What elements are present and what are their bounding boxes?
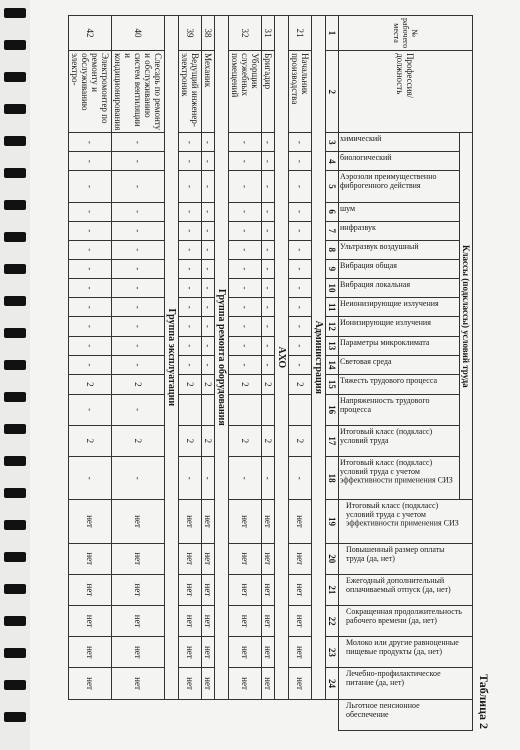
row-number: 42 <box>69 16 112 51</box>
table-cell: - <box>229 152 262 171</box>
binding-ring <box>4 616 26 626</box>
header-factor: Льготное пенсионное обеспечение <box>346 700 421 719</box>
binding-ring <box>4 168 26 178</box>
table-cell: 2 <box>202 425 215 456</box>
table-cell: нет <box>289 668 312 699</box>
table-cell: - <box>289 221 312 240</box>
table-cell: - <box>202 298 215 317</box>
table-body <box>69 16 339 731</box>
table-row <box>202 16 215 731</box>
column-number: 21 <box>326 574 339 605</box>
column-number: 9 <box>326 259 339 278</box>
table-cell: нет <box>179 668 202 699</box>
table-cell: нет <box>289 543 312 574</box>
binding-ring <box>4 456 26 466</box>
header-factor: Повышенный размер оплаты труда (да, нет) <box>346 544 446 563</box>
header-profession: Профессия/ должность <box>339 51 473 133</box>
table-cell: нет <box>69 543 112 574</box>
table-row <box>112 16 165 731</box>
table-cell: - <box>69 259 112 278</box>
table-cell: 2 <box>69 425 112 456</box>
table-cell: 2 <box>229 375 262 394</box>
table-cell: - <box>262 317 275 336</box>
table-cell: - <box>262 221 275 240</box>
column-number: 12 <box>326 317 339 336</box>
table-cell: 2 <box>202 375 215 394</box>
binding-ring <box>4 552 26 562</box>
table-cell: нет <box>69 574 112 605</box>
table-cell: - <box>229 133 262 152</box>
table-cell: - <box>262 298 275 317</box>
table-cell: - <box>112 171 165 202</box>
table-cell: 2 <box>262 425 275 456</box>
row-profession: Уборщик служебных помещений <box>229 51 262 133</box>
header-factor: Ионизирующие излучения <box>340 318 431 328</box>
header-factor: Ультразвук воздушный <box>340 241 419 251</box>
table-cell: 2 <box>289 375 312 394</box>
table-cell: нет <box>202 574 215 605</box>
table-cell: - <box>112 298 165 317</box>
table-cell: нет <box>262 500 275 543</box>
document-page <box>34 0 520 750</box>
table-cell: нет <box>179 543 202 574</box>
table-cell: 2 <box>112 425 165 456</box>
table-cell: - <box>262 259 275 278</box>
column-number: 14 <box>326 355 339 374</box>
table-caption: Таблица 2 <box>477 674 491 729</box>
table-cell: нет <box>112 668 165 699</box>
column-number: 6 <box>326 202 339 221</box>
table-cell: 2 <box>112 375 165 394</box>
table-cell: - <box>112 152 165 171</box>
table-cell: - <box>112 317 165 336</box>
table-cell: - <box>112 133 165 152</box>
row-number: 39 <box>179 16 202 51</box>
table-cell: нет <box>289 637 312 668</box>
table-cell: 2 <box>179 425 202 456</box>
row-profession: Слесарь по ремонту и обслуживанию систем вентиляции и кондиционирования <box>112 51 165 133</box>
header-factor: Световая среда <box>340 356 392 366</box>
section-title: Группа ремонта оборудования <box>215 16 229 700</box>
binding-ring <box>4 328 26 338</box>
row-profession: Ведущий инженер-электроник <box>179 51 202 133</box>
header-factor: Вибрация общая <box>340 260 397 270</box>
rotated-page-content <box>63 15 491 735</box>
table-cell: - <box>202 152 215 171</box>
binding-ring <box>4 392 26 402</box>
table-cell: - <box>179 298 202 317</box>
table-cell: - <box>69 317 112 336</box>
table-cell: - <box>202 221 215 240</box>
table-cell: - <box>179 355 202 374</box>
table-cell: нет <box>202 668 215 699</box>
table-cell: - <box>289 240 312 259</box>
table-cell: - <box>262 240 275 259</box>
table-cell: - <box>202 259 215 278</box>
table-cell: - <box>179 240 202 259</box>
table-cell <box>179 394 202 425</box>
section-row <box>165 16 179 731</box>
table-row <box>179 16 202 731</box>
binding-ring <box>4 8 26 18</box>
header-factor: шум <box>340 203 356 213</box>
table-cell: - <box>69 240 112 259</box>
binding-ring <box>4 40 26 50</box>
column-number: 8 <box>326 240 339 259</box>
section-row <box>275 16 289 731</box>
table-cell: нет <box>112 606 165 637</box>
binding-ring <box>4 712 26 722</box>
table-cell: - <box>229 456 262 499</box>
binding-ring <box>4 296 26 306</box>
column-number: 10 <box>326 278 339 297</box>
table-cell: - <box>229 202 262 221</box>
table-cell: нет <box>202 606 215 637</box>
binding-ring <box>4 520 26 530</box>
section-title: АХО <box>275 16 289 700</box>
header-factor: Неионизирующие излучения <box>340 299 439 309</box>
header-factor: биологический <box>340 153 392 163</box>
header-factor: Итоговый класс (подкласс) условий труда с учетом эффективности применения СИЗ <box>340 457 453 485</box>
header-factor: химический <box>340 134 382 144</box>
table-cell: 2 <box>229 425 262 456</box>
table-cell: нет <box>69 668 112 699</box>
table-cell: - <box>69 394 112 425</box>
table-cell: - <box>112 355 165 374</box>
table-row <box>289 16 312 731</box>
table-cell: нет <box>289 500 312 543</box>
table-cell: - <box>202 355 215 374</box>
binding-ring <box>4 136 26 146</box>
table-cell: - <box>179 336 202 355</box>
binding-ring <box>4 424 26 434</box>
binding-ring <box>4 488 26 498</box>
binding-ring <box>4 200 26 210</box>
table-cell: - <box>202 171 215 202</box>
table-cell: - <box>69 133 112 152</box>
table-cell: - <box>69 152 112 171</box>
table-cell: - <box>289 202 312 221</box>
table-cell: - <box>69 171 112 202</box>
table-cell: - <box>179 456 202 499</box>
table-cell: нет <box>179 500 202 543</box>
table-cell: - <box>202 317 215 336</box>
table-cell <box>289 394 312 425</box>
table-cell: нет <box>112 637 165 668</box>
row-profession: Бригадир <box>262 51 275 133</box>
row-profession: Электромонтер по ремонту и обслуживанию электро- <box>69 51 112 133</box>
table-row <box>229 16 262 731</box>
column-number: 11 <box>326 298 339 317</box>
table-cell: - <box>112 202 165 221</box>
binding-ring <box>4 72 26 82</box>
table-cell: - <box>262 355 275 374</box>
column-number: 7 <box>326 221 339 240</box>
section-title: Администрация <box>312 16 326 700</box>
table-cell: - <box>179 152 202 171</box>
binding-ring <box>4 360 26 370</box>
column-number: 18 <box>326 456 339 499</box>
table-cell: - <box>179 278 202 297</box>
table-cell: - <box>179 259 202 278</box>
header-factor: Напряженность трудового процесса <box>340 395 430 414</box>
column-number: 19 <box>326 500 339 543</box>
binding-ring <box>4 584 26 594</box>
table-row <box>69 16 112 731</box>
header-factor: Тяжесть трудового процесса <box>340 376 438 386</box>
table-row <box>262 16 275 731</box>
column-number-row <box>326 16 339 731</box>
row-number: 31 <box>262 16 275 51</box>
table-cell: - <box>262 133 275 152</box>
binding-ring <box>4 648 26 658</box>
column-number: 22 <box>326 606 339 637</box>
binding-ring <box>4 264 26 274</box>
header-factor: Вибрация локальная <box>340 279 411 289</box>
column-number: 17 <box>326 425 339 456</box>
table-cell: - <box>202 240 215 259</box>
row-number: 21 <box>289 16 312 51</box>
header-factor: Лечебно-профилактическое питание (да, нет) <box>346 669 442 688</box>
table-cell: нет <box>179 574 202 605</box>
table-cell: - <box>262 278 275 297</box>
table-cell: 2 <box>179 375 202 394</box>
header-factor: Параметры микроклимата <box>340 337 430 347</box>
table-cell: 2 <box>69 375 112 394</box>
table-cell: - <box>202 336 215 355</box>
binding-ring <box>4 680 26 690</box>
header-factor: инфразвук <box>340 222 376 232</box>
column-number: 16 <box>326 394 339 425</box>
table-cell: - <box>229 171 262 202</box>
table-cell: - <box>179 202 202 221</box>
table-cell: нет <box>202 637 215 668</box>
table-cell <box>229 394 262 425</box>
table-cell: - <box>179 317 202 336</box>
table-cell: нет <box>262 668 275 699</box>
header-workplace-no: № рабочего места <box>339 16 473 51</box>
table-cell: - <box>289 355 312 374</box>
row-profession: Механик <box>202 51 215 133</box>
table-cell: - <box>289 317 312 336</box>
table-cell: - <box>289 456 312 499</box>
header-factor: Ежегодный дополнительный оплачиваемый отпуск (да, нет) <box>346 575 452 594</box>
table-cell: нет <box>202 543 215 574</box>
table-cell: нет <box>229 574 262 605</box>
table-cell: - <box>229 355 262 374</box>
table-cell: нет <box>289 574 312 605</box>
table-cell: - <box>289 259 312 278</box>
table-cell: - <box>289 278 312 297</box>
table-cell: - <box>112 221 165 240</box>
working-conditions-table <box>68 15 473 731</box>
table-cell: нет <box>179 606 202 637</box>
table-cell: нет <box>229 637 262 668</box>
header-factor: Молоко или другие равноценные пищевые продукты (да, нет) <box>346 638 460 657</box>
table-cell: нет <box>112 543 165 574</box>
table-cell: - <box>289 133 312 152</box>
table-cell: нет <box>69 637 112 668</box>
table-cell: нет <box>179 637 202 668</box>
table-cell: - <box>112 278 165 297</box>
column-number: 15 <box>326 375 339 394</box>
binding-ring <box>4 232 26 242</box>
table-cell: нет <box>262 543 275 574</box>
row-profession: Начальник производства <box>289 51 312 133</box>
section-title: Группа эксплуатации <box>165 16 179 700</box>
table-cell: - <box>69 336 112 355</box>
header-factor: Итоговый класс (подкласс) условий труда с учетом эффективности применения СИЗ <box>346 501 460 528</box>
row-number: 40 <box>112 16 165 51</box>
table-cell: нет <box>69 606 112 637</box>
table-cell: - <box>229 278 262 297</box>
table-cell: нет <box>229 606 262 637</box>
header-factor: Сокращенная продолжительность рабочего времени (да, нет) <box>346 607 463 625</box>
table-cell: - <box>229 240 262 259</box>
table-cell: - <box>229 336 262 355</box>
table-cell: нет <box>289 606 312 637</box>
table-cell: - <box>202 456 215 499</box>
table-cell: 2 <box>262 375 275 394</box>
table-cell: - <box>262 152 275 171</box>
table-cell: - <box>69 456 112 499</box>
table-cell: - <box>69 278 112 297</box>
table-cell: - <box>262 171 275 202</box>
table-cell: - <box>229 221 262 240</box>
binding-ring <box>4 104 26 114</box>
table-cell: - <box>179 171 202 202</box>
table-cell: 2 <box>289 425 312 456</box>
table-cell: - <box>262 456 275 499</box>
table-cell: - <box>289 336 312 355</box>
table-cell: нет <box>69 500 112 543</box>
table-cell: - <box>202 278 215 297</box>
table-cell: - <box>69 202 112 221</box>
table-cell: нет <box>262 606 275 637</box>
row-number: 38 <box>202 16 215 51</box>
table-cell: - <box>262 202 275 221</box>
table-cell: - <box>112 259 165 278</box>
table-cell <box>262 394 275 425</box>
section-row <box>312 16 326 731</box>
column-number: 23 <box>326 637 339 668</box>
table-cell: - <box>229 317 262 336</box>
table-cell: - <box>69 221 112 240</box>
table-cell: нет <box>229 500 262 543</box>
table-cell: нет <box>229 668 262 699</box>
table-cell: нет <box>202 500 215 543</box>
table-cell: - <box>289 171 312 202</box>
header-conditions-group: Классы (подклассы) условий труда <box>460 133 473 500</box>
section-row <box>215 16 229 731</box>
column-number: 5 <box>326 171 339 202</box>
column-number: 2 <box>326 51 339 133</box>
table-cell: нет <box>112 500 165 543</box>
column-number: 3 <box>326 133 339 152</box>
table-cell: - <box>179 221 202 240</box>
table-cell: - <box>69 298 112 317</box>
table-cell: нет <box>262 637 275 668</box>
table-cell: - <box>112 394 165 425</box>
table-cell <box>202 394 215 425</box>
table-cell: - <box>229 259 262 278</box>
column-number: 4 <box>326 152 339 171</box>
table-cell: - <box>229 298 262 317</box>
table-cell: - <box>262 336 275 355</box>
table-cell: - <box>112 456 165 499</box>
table-cell: - <box>179 133 202 152</box>
table-cell: - <box>69 355 112 374</box>
table-cell: нет <box>229 543 262 574</box>
header-factor: Аэрозоли преимущественно фиброгенного действия <box>340 172 437 191</box>
header-factor: Итоговый класс (подкласс) условий труда <box>340 426 433 445</box>
table-cell: нет <box>262 574 275 605</box>
table-cell: нет <box>112 574 165 605</box>
table-cell: - <box>112 336 165 355</box>
table-cell: - <box>289 152 312 171</box>
spiral-binding <box>0 0 30 750</box>
table-cell: - <box>202 202 215 221</box>
row-number: 32 <box>229 16 262 51</box>
column-number: 13 <box>326 336 339 355</box>
table-cell: - <box>289 298 312 317</box>
table-cell: - <box>202 133 215 152</box>
column-number: 24 <box>326 668 339 699</box>
table-cell: - <box>112 240 165 259</box>
column-number: 20 <box>326 543 339 574</box>
column-number: 1 <box>326 16 339 51</box>
